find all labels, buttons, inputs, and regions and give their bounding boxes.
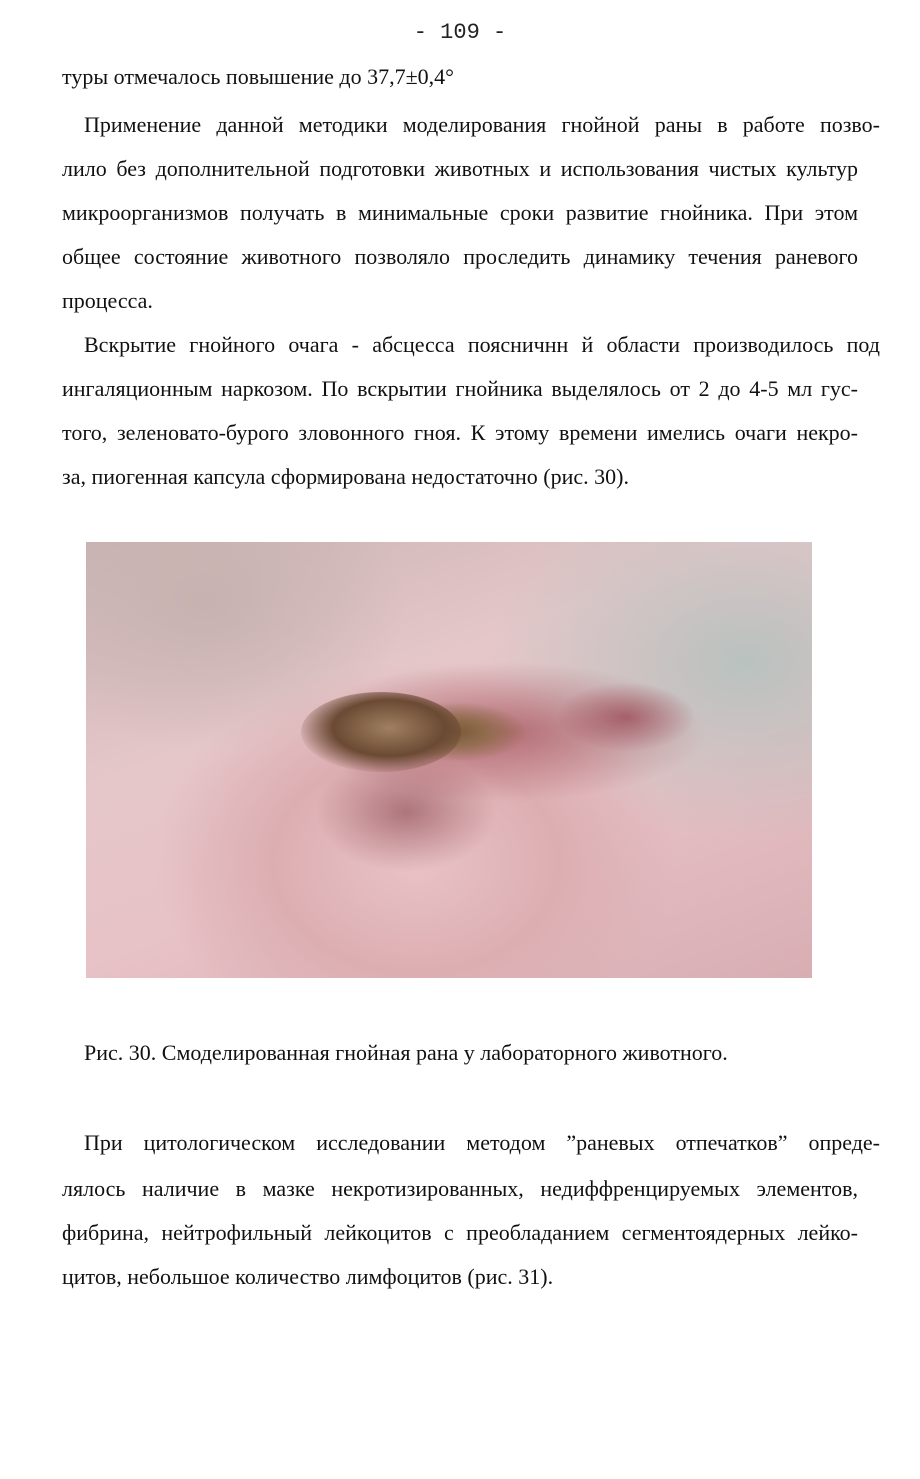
text-line: цитов, небольшое количество лимфоцитов (рис. 31). [62, 1264, 554, 1289]
page-number: - 109 - [413, 20, 507, 45]
text-line: Применение данной методики моделирования гнойной раны в работе позво- [84, 112, 880, 137]
text-line: туры отмечалось повышение до 37,7±0,4° [62, 64, 454, 89]
text-line: фибрина, нейтрофильный лейкоцитов с преобладанием сегментоядерных лейко- [62, 1220, 858, 1245]
text-line: лило без дополнительной подготовки животных и использования чистых культур [62, 156, 858, 181]
figure-photo [86, 542, 812, 978]
text-line: Вскрытие гнойного очага - абсцесса поясничнн й области производилось под [84, 332, 880, 357]
wound-shadow [556, 682, 696, 752]
text-line: того, зеленовато-бурого зловонного гноя. К этому времени имелись очаги некро- [62, 420, 858, 445]
text-line: процесса. [62, 288, 153, 313]
text-line: ингаляционным наркозом. По вскрытии гнойника выделялось от 2 до 4-5 мл гус- [62, 376, 858, 401]
wound-area [301, 692, 461, 772]
text-line: за, пиогенная капсула сформирована недостаточно (рис. 30). [62, 464, 629, 489]
text-line: микроорганизмов получать в минимальные сроки развитие гнойника. При этом [62, 200, 858, 225]
text-line: общее состояние животного позволяло проследить динамику течения раневого [62, 244, 858, 269]
figure-caption: Рис. 30. Смоделированная гнойная рана у лабораторного животного. [84, 1040, 728, 1065]
text-line: лялось наличие в мазке некротизированных, недиффренцируемых элементов, [62, 1176, 858, 1201]
text-line: При цитологическом исследовании методом ”раневых отпечатков” опреде- [84, 1130, 880, 1155]
